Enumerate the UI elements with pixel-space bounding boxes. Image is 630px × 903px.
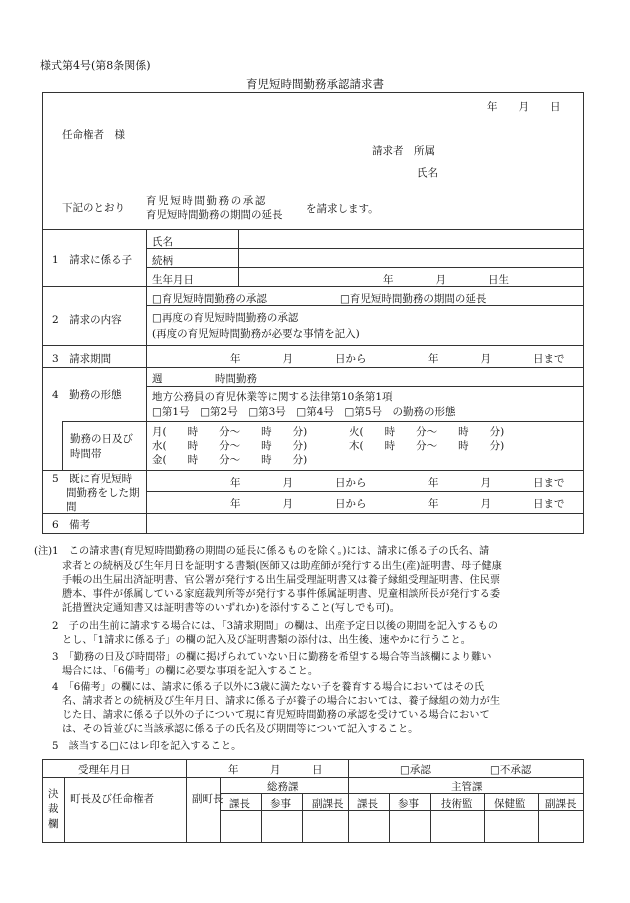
m-tech: 技術監 xyxy=(441,798,473,810)
note-line: は、その旨並びに当該承認に係る子の氏名及び期間等について記入すること。 xyxy=(62,724,419,735)
weekly-hours[interactable]: 週 時間勤務 xyxy=(152,373,257,385)
note-line: 4 「6備考」の欄には、請求に係る子以外に3歳に満たない子を養育する場合においてはその氏 xyxy=(52,682,485,693)
prior-period-from-1[interactable]: 年 月 日から xyxy=(230,477,367,489)
section3-label: 3 請求期間 xyxy=(52,353,112,365)
approve-checkbox[interactable]: □承認 xyxy=(400,764,431,776)
form-title: 育児短時間勤務承認請求書 xyxy=(246,77,384,91)
child-birth-label: 生年月日 xyxy=(152,274,194,286)
note-line: 謄本、事件が係属している家庭裁判所等が発行する事件係属証明書、児童相談所長が発行する委 xyxy=(62,589,501,600)
schedule-wednesday[interactable]: 水( 時 分～ 時 分) xyxy=(152,440,308,452)
prior-period-from-2[interactable]: 年 月 日から xyxy=(230,498,367,510)
note-line: 2 子の出生前に請求する場合には、「3請求期間」の欄は、出産予定日以後の期間を記入するもの xyxy=(52,621,498,632)
note-line: 託措置決定通知書又は証明書等のいずれか)を添付すること(写しでも可)。 xyxy=(62,603,400,614)
requester-name-label: 氏名 xyxy=(417,167,438,179)
m-chief: 課長 xyxy=(357,798,378,810)
section5-label: 5 既に育児短時 間勤務をした期 間 xyxy=(52,473,140,513)
section4-label: 4 勤務の形態 xyxy=(52,389,122,401)
g-chief: 課長 xyxy=(229,798,250,810)
note-line: 名、請求者との続柄及び生年月日、請求に係る子が養子の場合においては、養子縁組の効力が生 xyxy=(62,696,501,707)
prior-period-to-2[interactable]: 年 月 日まで xyxy=(428,498,565,510)
child-relation-label: 続柄 xyxy=(152,255,173,267)
m-health: 保健監 xyxy=(494,798,526,810)
requester-dept-label: 請求者 所属 xyxy=(372,145,435,157)
child-name-label: 氏名 xyxy=(152,236,173,248)
m-deputy: 副課長 xyxy=(545,798,577,810)
g-counselor: 参事 xyxy=(270,798,291,810)
note-line: 5 該当する□にはレ印を記入すること。 xyxy=(52,741,242,752)
schedule-label-2: 時間帯 xyxy=(70,448,102,460)
option-extension: 育児短時間勤務の期間の延長 xyxy=(146,209,283,221)
law-reference: 地方公務員の育児休業等に関する法律第10条第1項 xyxy=(152,391,393,403)
mayor-column: 町長及び任命権者 xyxy=(70,793,154,805)
schedule-friday[interactable]: 金( 時 分～ 時 分) xyxy=(152,454,308,466)
checkbox-extension[interactable]: □育児短時間勤務の期間の延長 xyxy=(340,293,487,305)
schedule-label-1: 勤務の日及び xyxy=(70,433,133,445)
phrase-tail: を請求します。 xyxy=(306,203,379,215)
note-line: 手帳の出生届出済証明書、官公署が発行する出生届受理証明書又は養子縁組受理証明書、住民票 xyxy=(62,575,501,586)
note-line: 求者との続柄及び生年月日を証明する書類(医師又は助産師が発行する出生(産)証明書、母子健康 xyxy=(62,561,502,572)
work-type-checkboxes[interactable]: □第1号 □第2号 □第3号 □第4号 □第5号 の勤務の形態 xyxy=(152,406,456,418)
decision-side-label: 決 裁 欄 xyxy=(48,788,59,830)
note-line: じた日、請求に係る子以外の子について現に育児短時間勤務の承認を受けている場合において xyxy=(62,710,490,721)
m-counselor: 参事 xyxy=(398,798,419,810)
section1-label: 1 請求に係る子 xyxy=(52,254,133,266)
checkbox-approval[interactable]: □育児短時間勤務の承認 xyxy=(152,293,267,305)
form-number: 様式第4号(第8条関係) xyxy=(40,59,151,72)
note-line: 3 「勤務の日及び時間帯」の欄に掲げられていない日に勤務を希望する場合等当該欄により難い xyxy=(52,652,492,663)
phrase-lead: 下記のとおり xyxy=(62,202,125,214)
period-to[interactable]: 年 月 日まで xyxy=(428,353,565,365)
managing-dept: 主管課 xyxy=(451,781,483,793)
g-deputy: 副課長 xyxy=(312,798,344,810)
prior-period-to-1[interactable]: 年 月 日まで xyxy=(428,477,565,489)
received-date-field[interactable]: 年 月 日 xyxy=(228,764,323,776)
section6-label: 6 備考 xyxy=(52,519,91,531)
checkbox-reapproval[interactable]: □再度の育児短時間勤務の承認 xyxy=(152,312,299,324)
child-birth-field[interactable]: 年 月 日生 xyxy=(383,274,509,286)
reapproval-reason[interactable]: (再度の育児短時間勤務が必要な事情を記入) xyxy=(152,328,360,340)
section2-label: 2 請求の内容 xyxy=(52,314,122,326)
received-date-label: 受理年月日 xyxy=(78,764,131,776)
note-line: 場合には、「6備考」の欄に必要な事項を記入すること。 xyxy=(62,666,319,677)
general-affairs-dept: 総務課 xyxy=(267,781,299,793)
addressee: 任命権者 様 xyxy=(62,129,125,141)
vice-mayor-column: 副町長 xyxy=(192,793,224,805)
schedule-tuesday[interactable]: 火( 時 分～ 時 分) xyxy=(349,426,505,438)
option-approval: 育児短時間勤務の承認 xyxy=(146,195,267,207)
reject-checkbox[interactable]: □不承認 xyxy=(490,764,532,776)
period-from[interactable]: 年 月 日から xyxy=(230,353,367,365)
note-line: とし、「1請求に係る子」の欄の記入及び証明書類の添付は、出生後、速やかに行うこと。 xyxy=(62,635,471,646)
note-line: (注)1 この請求書(育児短時間勤務の期間の延長に係るものを除く。)には、請求に係る子の氏名、請 xyxy=(34,546,490,557)
schedule-thursday[interactable]: 木( 時 分～ 時 分) xyxy=(349,440,505,452)
date-field[interactable]: 年 月 日 xyxy=(487,101,561,113)
schedule-monday[interactable]: 月( 時 分～ 時 分) xyxy=(152,426,308,438)
